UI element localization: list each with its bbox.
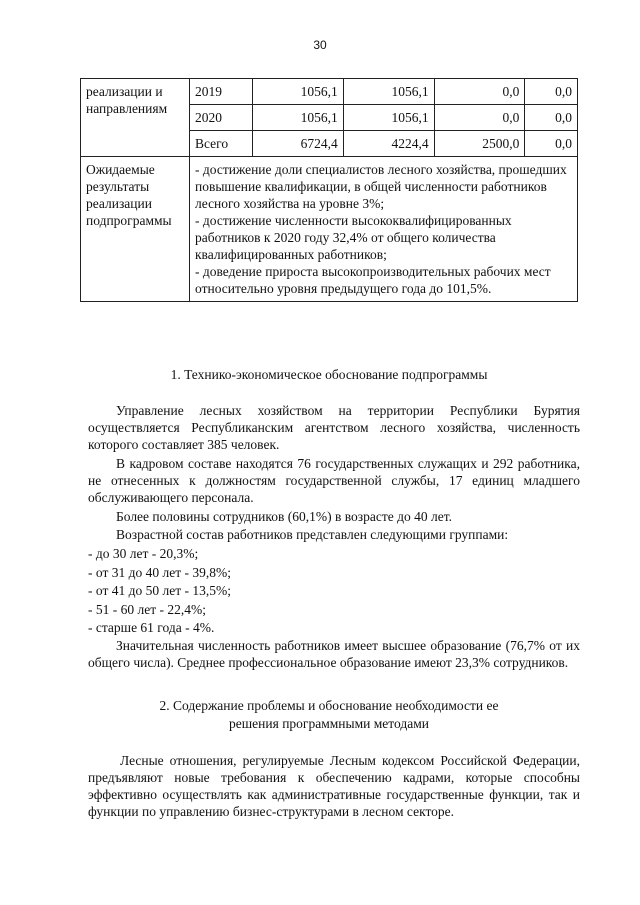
year-cell: Всего (190, 131, 253, 157)
list-item: - старше 61 года - 4%. (88, 620, 215, 635)
result-item: - доведение прироста высокопроизводительных рабочих мест относительно уровня предыдущего года до 101,5%. (195, 264, 551, 296)
paragraph (88, 637, 580, 671)
value-cell: 2500,0 (434, 131, 525, 157)
paragraph (88, 508, 580, 525)
value-cell: 6724,4 (253, 131, 344, 157)
paragraph (88, 402, 580, 453)
value-cell: 0,0 (525, 105, 578, 131)
result-item: - достижение численности высококвалифицированных работников к 2020 году 32,4% от общего количества квалифицированных работников; (195, 213, 512, 262)
paragraph (88, 526, 580, 543)
value-cell: 1056,1 (253, 105, 344, 131)
list-item: - от 31 до 40 лет - 39,8%; (88, 564, 231, 580)
results-cell (190, 157, 578, 302)
paragraph-text: Лесные отношения, регулируемые Лесным кодексом Российской Федерации, предъявляют новые требования к обеспечению кадрами, которые способны эффективно осуществлять как административные государственные функции, так и функции по управлению бизнес-структурами в лесном секторе. (88, 753, 580, 819)
program-table (80, 78, 578, 302)
page-number: 30 (313, 38, 327, 52)
paragraph-text: Значительная численность работников имеет высшее образование (76,7% от их общего числа). Среднее профессиональное образование имеют 23,3% сотрудников. (88, 638, 580, 670)
paragraph-text: Возрастной состав работников представлен следующими группами: (116, 527, 509, 542)
value-cell: 0,0 (434, 79, 525, 105)
value-cell: 1056,1 (343, 105, 434, 131)
table-row (81, 157, 578, 302)
list-item: - от 41 до 50 лет - 13,5%; (88, 583, 231, 598)
section-2-heading (80, 697, 578, 733)
value-cell: 0,0 (525, 79, 578, 105)
list-item: - 51 - 60 лет - 22,4%; (88, 601, 206, 617)
list-item: - до 30 лет - 20,3%; (88, 546, 199, 561)
age-group-list (88, 545, 580, 638)
table-row (81, 79, 578, 105)
paragraph (88, 752, 580, 820)
result-item: - достижение доли специалистов лесного хозяйства, прошедших повышение квалификации, в общей численности работников лесного хозяйства на уровне 3%; (195, 162, 567, 211)
value-cell: 0,0 (525, 131, 578, 157)
value-cell: 1056,1 (343, 79, 434, 105)
results-label: Ожидаемые результаты реализации подпрограммы (81, 157, 190, 302)
paragraph-text: Более половины сотрудников (60,1%) в возрасте до 40 лет. (116, 509, 452, 524)
heading-line: 2. Содержание проблемы и обоснование необходимости ее (159, 698, 499, 713)
section-1-heading: 1. Технико-экономическое обоснование подпрограммы (170, 367, 488, 382)
year-cell: 2020 (190, 105, 253, 131)
value-cell: 0,0 (434, 105, 525, 131)
value-cell: 1056,1 (253, 79, 344, 105)
year-cell: 2019 (190, 79, 253, 105)
heading-line: решения программными методами (229, 716, 429, 731)
value-cell: 4224,4 (343, 131, 434, 157)
paragraph (88, 455, 580, 506)
paragraph-text: В кадровом составе находятся 76 государственных служащих и 292 работника, не отнесенных к должностям государственной службы, 17 единиц младшего обслуживающего персонала. (88, 456, 580, 505)
row-label-top: реализации и направлениям (81, 79, 190, 157)
paragraph-text: Управление лесных хозяйством на территории Республики Бурятия осуществляется Республиканским агентством лесного хозяйства, численность которого составляет 385 человек. (88, 403, 580, 452)
